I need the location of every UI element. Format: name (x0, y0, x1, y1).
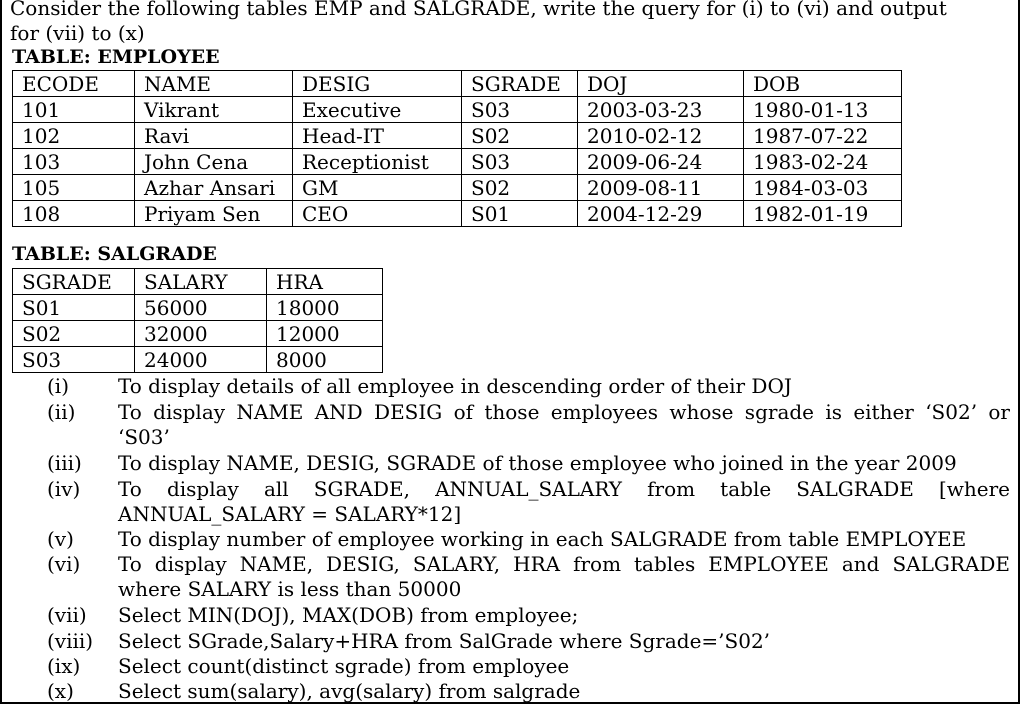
question-text: Select sum(salary), avg(salary) from salgrade (118, 679, 581, 703)
column-header: SGRADE (462, 71, 578, 97)
table-row (13, 123, 902, 149)
salgrade-table (12, 268, 383, 373)
table-cell: 2004-12-29 (578, 201, 744, 227)
table-cell: 102 (13, 123, 135, 149)
table-cell: 24000 (135, 347, 267, 373)
table-cell: S01 (462, 201, 578, 227)
table-cell: Vikrant (135, 97, 293, 123)
table-cell: 103 (13, 149, 135, 175)
table-row (13, 175, 902, 201)
table-cell: S03 (462, 97, 578, 123)
question-text: To display number of employee working in each SALGRADE from table EMPLOYEE (118, 527, 967, 551)
column-header: SALARY (135, 269, 267, 295)
employee-table-heading: TABLE: EMPLOYEE (12, 46, 220, 68)
table-cell: 105 (13, 175, 135, 201)
intro-line-1: Consider the following tables EMP and SALGRADE, write the query for (i) to (vi) and output (10, 0, 947, 20)
table-cell: 2010-02-12 (578, 123, 744, 149)
question-number: (v) (47, 527, 74, 551)
table-row (13, 295, 383, 321)
table-cell: 1987-07-22 (744, 123, 902, 149)
table-cell: 32000 (135, 321, 267, 347)
table-cell: 56000 (135, 295, 267, 321)
table-cell: S02 (462, 175, 578, 201)
intro-text (10, 0, 1010, 46)
table-cell: S01 (13, 295, 135, 321)
question-text-line-2: ‘S03’ (118, 425, 170, 449)
table-row (13, 149, 902, 175)
table-cell: S02 (13, 321, 135, 347)
table-cell: Ravi (135, 123, 293, 149)
table-cell: Priyam Sen (135, 201, 293, 227)
question-text: Select SGrade,Salary+HRA from SalGrade where Sgrade=’S02’ (118, 629, 771, 653)
question-number: (viii) (47, 629, 94, 653)
table-row (13, 201, 902, 227)
table-cell: 1980-01-13 (744, 97, 902, 123)
table-cell: 18000 (267, 295, 383, 321)
column-header: SGRADE (13, 269, 135, 295)
table-cell: CEO (293, 201, 462, 227)
question-number: (iii) (47, 451, 82, 475)
table-row (13, 321, 383, 347)
column-header: NAME (135, 71, 293, 97)
question-text-line-1: To display NAME AND DESIG of those employees whose sgrade is either ‘S02’ or (118, 400, 1010, 424)
table-cell: 1984-03-03 (744, 175, 902, 201)
table-cell: Azhar Ansari (135, 175, 293, 201)
salgrade-header-row (13, 269, 383, 295)
table-cell: Executive (293, 97, 462, 123)
table-cell: S02 (462, 123, 578, 149)
column-header: HRA (267, 269, 383, 295)
question-text: Select count(distinct sgrade) from employee (118, 654, 570, 678)
intro-line-2: for (vii) to (x) (10, 21, 145, 45)
table-cell: 1983-02-24 (744, 149, 902, 175)
question-text-line-1: To display NAME, DESIG, SALARY, HRA from tables EMPLOYEE and SALGRADE (118, 552, 1010, 576)
column-header: DOB (744, 71, 902, 97)
question-text-line-2: where SALARY is less than 50000 (118, 577, 462, 601)
table-cell: Head-IT (293, 123, 462, 149)
question-number: (ii) (47, 400, 76, 424)
table-cell: 1982-01-19 (744, 201, 902, 227)
question-number: (ix) (47, 654, 81, 678)
salgrade-table-heading: TABLE: SALGRADE (12, 243, 217, 265)
question-number: (x) (47, 679, 74, 703)
question-number: (iv) (47, 477, 81, 501)
question-number: (vi) (47, 552, 81, 576)
employee-header-row (13, 71, 902, 97)
table-cell: 8000 (267, 347, 383, 373)
question-text: To display NAME, DESIG, SGRADE of those employee who joined in the year 2009 (118, 451, 957, 475)
question-text: Select MIN(DOJ), MAX(DOB) from employee; (118, 603, 579, 627)
question-text-line-2: ANNUAL_SALARY = SALARY*12] (118, 502, 462, 526)
question-text: To display details of all employee in descending order of their DOJ (118, 374, 792, 398)
table-cell: S03 (13, 347, 135, 373)
table-cell: Receptionist (293, 149, 462, 175)
table-cell: John Cena (135, 149, 293, 175)
table-cell: 2009-08-11 (578, 175, 744, 201)
question-text-line-1: To display all SGRADE, ANNUAL_SALARY from table SALGRADE [where (118, 477, 1010, 501)
column-header: DESIG (293, 71, 462, 97)
column-header: DOJ (578, 71, 744, 97)
question-number: (i) (47, 374, 70, 398)
table-row (13, 97, 902, 123)
table-cell: 2009-06-24 (578, 149, 744, 175)
column-header: ECODE (13, 71, 135, 97)
table-cell: 2003-03-23 (578, 97, 744, 123)
question-number: (vii) (47, 603, 87, 627)
table-cell: 108 (13, 201, 135, 227)
table-cell: 101 (13, 97, 135, 123)
table-cell: GM (293, 175, 462, 201)
employee-table (12, 70, 902, 227)
table-cell: S03 (462, 149, 578, 175)
table-cell: 12000 (267, 321, 383, 347)
table-row (13, 347, 383, 373)
